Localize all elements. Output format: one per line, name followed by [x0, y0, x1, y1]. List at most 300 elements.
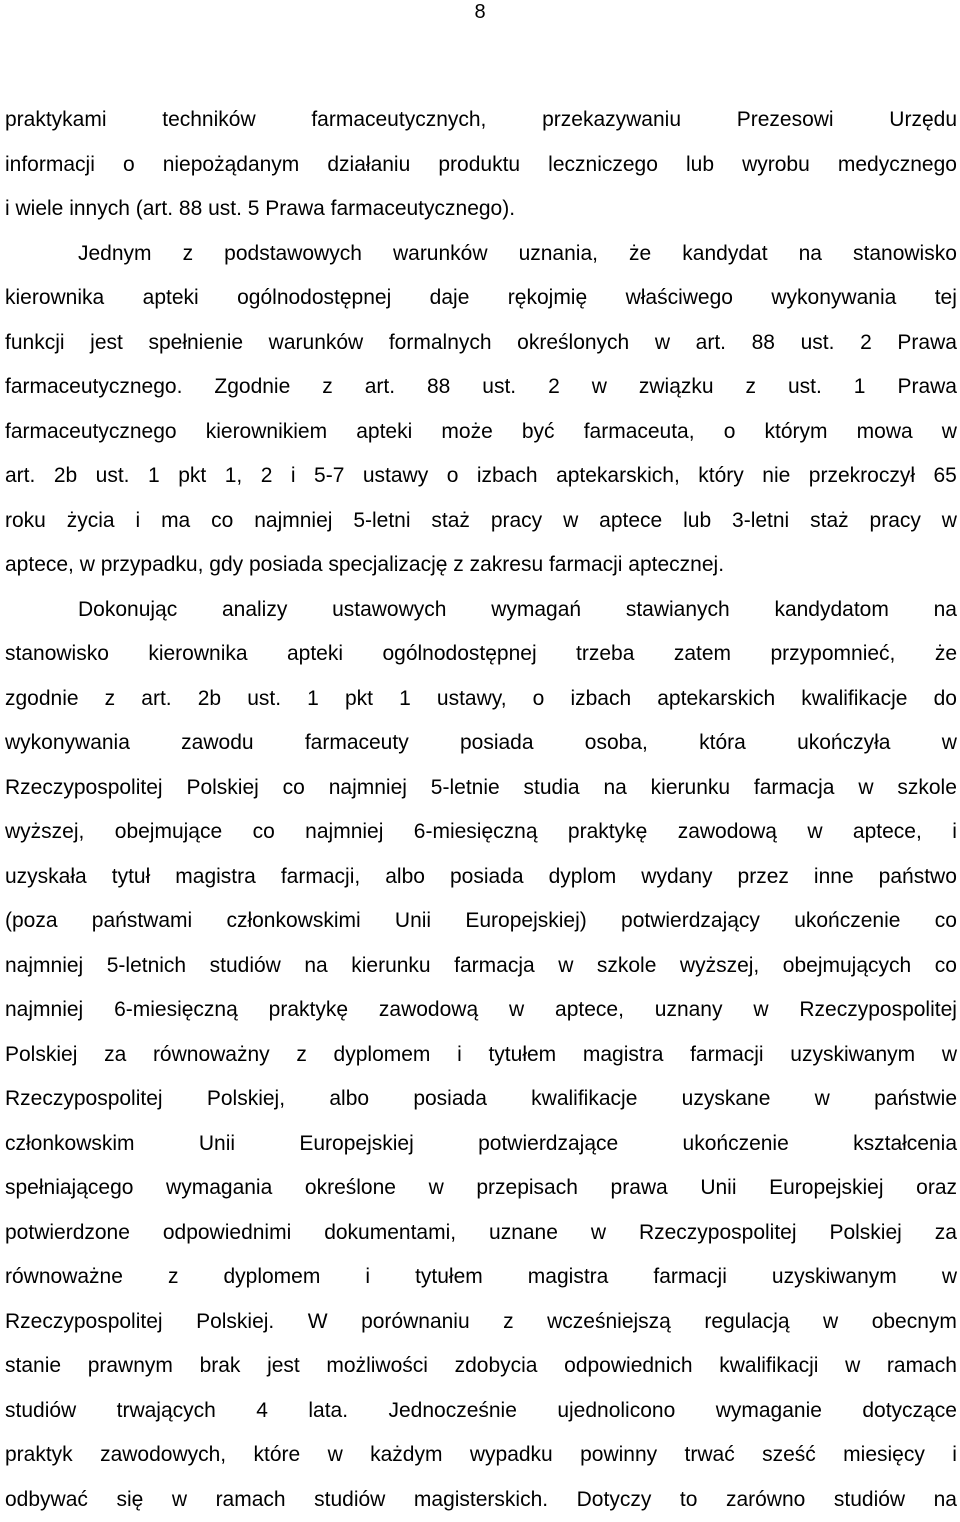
word: Dotyczy	[577, 1478, 652, 1522]
word: farmaceutycznego.	[5, 365, 182, 410]
word: Polskiej	[5, 1033, 77, 1078]
word: 1	[307, 677, 319, 722]
word: Unii	[395, 899, 431, 944]
word: izbach	[477, 454, 538, 499]
word: Urzędu	[889, 98, 957, 143]
word: farmaceutycznych,	[311, 98, 486, 143]
word: w	[942, 1033, 957, 1078]
word: staż	[431, 499, 470, 544]
word: ogólnodostępnej	[237, 276, 391, 321]
word: Unii	[700, 1166, 736, 1211]
word: 2	[548, 365, 560, 410]
word: z	[296, 1033, 307, 1078]
word: 88	[752, 321, 775, 366]
word: 1	[148, 454, 160, 499]
word: ramach	[887, 1344, 957, 1389]
word: najmniej	[254, 499, 332, 544]
word: Rzeczypospolitej	[5, 1077, 163, 1122]
word: szkole	[597, 944, 657, 989]
word: w	[942, 410, 957, 455]
word: nie	[762, 454, 790, 499]
word: ust.	[96, 454, 130, 499]
word: medycznego	[838, 143, 957, 188]
word: 4	[256, 1389, 268, 1434]
word: w	[655, 321, 670, 366]
word: to	[680, 1478, 698, 1522]
word: wyższej,	[5, 810, 84, 855]
word: Polskiej.	[196, 1300, 274, 1345]
word: praktykę	[269, 988, 348, 1033]
word: o	[724, 410, 736, 455]
word: z	[322, 365, 333, 410]
word: w	[592, 365, 607, 410]
word: określone	[305, 1166, 396, 1211]
word: oraz	[916, 1166, 957, 1211]
word: aptekarskich	[657, 677, 775, 722]
word: obejmujących	[783, 944, 911, 989]
word: ust.	[482, 365, 516, 410]
word: kwalifikacji	[719, 1344, 818, 1389]
word: do	[934, 677, 957, 722]
word: co	[283, 766, 305, 811]
word: pracy	[870, 499, 921, 544]
word: członkowskim	[5, 1122, 135, 1167]
word: sześć	[762, 1433, 816, 1478]
text-line	[5, 454, 957, 499]
word: jest	[267, 1344, 300, 1389]
word: 6-miesięczną	[414, 810, 538, 855]
word: zarówno	[726, 1478, 805, 1522]
word: równoważne	[5, 1255, 123, 1300]
word: porównaniu	[361, 1300, 470, 1345]
word: stanowisko	[5, 632, 109, 677]
word: jest	[90, 321, 123, 366]
word: farmacji	[690, 1033, 764, 1078]
word: 2b	[198, 677, 221, 722]
word: potwierdzający	[621, 899, 760, 944]
word: ustawy	[363, 454, 428, 499]
text-line	[5, 899, 957, 944]
word: członkowskimi	[226, 899, 360, 944]
word: w	[753, 988, 768, 1033]
word: uznane	[489, 1211, 558, 1256]
word: kierownikiem	[206, 410, 327, 455]
word: powinny	[580, 1433, 657, 1478]
word: ust.	[247, 677, 281, 722]
word: art.	[365, 365, 395, 410]
word: potwierdzone	[5, 1211, 130, 1256]
word: kandydatom	[774, 588, 888, 633]
text-line	[5, 1344, 957, 1389]
text-line	[5, 1166, 957, 1211]
word: odbywać	[5, 1478, 88, 1522]
word: uzyskiwanym	[772, 1255, 897, 1300]
word: lata.	[308, 1389, 348, 1434]
word: kandydat	[682, 232, 767, 277]
word: Rzeczypospolitej	[799, 988, 957, 1033]
word: Polskiej	[829, 1211, 901, 1256]
word: z	[746, 365, 757, 410]
word: tytułem	[488, 1033, 556, 1078]
word: daje	[430, 276, 470, 321]
word: albo	[329, 1077, 369, 1122]
word: o	[533, 677, 545, 722]
word: kierownika	[148, 632, 247, 677]
word: ujednolicono	[557, 1389, 675, 1434]
word: posiada	[450, 855, 524, 900]
word: określonych	[517, 321, 629, 366]
word: Dokonując	[78, 588, 177, 633]
word: Europejskiej	[769, 1166, 883, 1211]
word: kierunku	[351, 944, 430, 989]
word: trwać	[685, 1433, 735, 1478]
word: magistra	[175, 855, 256, 900]
word: ustawy,	[437, 677, 507, 722]
word: w	[558, 944, 573, 989]
word: przepisach	[476, 1166, 578, 1211]
word: najmniej	[329, 766, 407, 811]
word: w	[845, 1344, 860, 1389]
word: ust.	[801, 321, 835, 366]
text-line	[5, 677, 957, 722]
word: studiów	[5, 1389, 76, 1434]
word: (poza	[5, 899, 58, 944]
word: w	[328, 1433, 343, 1478]
word: dyplomem	[223, 1255, 320, 1300]
word: 2b	[54, 454, 77, 499]
word: farmacja	[754, 766, 835, 811]
word: farmacji	[653, 1255, 727, 1300]
word: się	[116, 1478, 143, 1522]
word: z	[168, 1255, 179, 1300]
word: kierownika	[5, 276, 104, 321]
word: W	[308, 1300, 328, 1345]
word: apteki	[143, 276, 199, 321]
word: możliwości	[326, 1344, 428, 1389]
word: farmaceuta,	[584, 410, 695, 455]
word: posiada	[413, 1077, 487, 1122]
word: pkt	[345, 677, 373, 722]
text-line	[5, 1255, 957, 1300]
text-line	[5, 1211, 957, 1256]
word: 6-miesięczną	[114, 988, 238, 1033]
text-line	[5, 1389, 957, 1434]
word: spełnienie	[148, 321, 243, 366]
word: Prezesowi	[737, 98, 834, 143]
word: o	[447, 454, 459, 499]
word: dyplom	[549, 855, 617, 900]
word: i	[952, 1433, 957, 1478]
word: w	[591, 1211, 606, 1256]
text-line	[5, 1300, 957, 1345]
word: na	[603, 766, 626, 811]
word: w	[172, 1478, 187, 1522]
word: odpowiednich	[564, 1344, 692, 1389]
word: tytuł	[112, 855, 151, 900]
word: aptekarskich,	[556, 454, 680, 499]
word: ukończenie	[683, 1122, 789, 1167]
text-line	[5, 1478, 957, 1522]
word: 88	[427, 365, 450, 410]
word: w	[509, 988, 524, 1033]
word: ustawowych	[332, 588, 446, 633]
word: Polskiej,	[207, 1077, 285, 1122]
word: dyplomem	[334, 1033, 431, 1078]
word: najmniej	[305, 810, 383, 855]
word: izbach	[570, 677, 631, 722]
word: za	[935, 1211, 957, 1256]
word: posiada	[460, 721, 534, 766]
word: mowa	[857, 410, 913, 455]
word: 65	[933, 454, 956, 499]
text-line: aptece, w przypadku, gdy posiada specjalizację z zakresu farmacji aptecznej.	[5, 543, 957, 588]
page-number: 8	[0, 0, 960, 24]
word: art.	[141, 677, 171, 722]
word: Europejskiej)	[465, 899, 586, 944]
word: co	[253, 810, 275, 855]
word: wypadku	[470, 1433, 553, 1478]
word: wyższej,	[680, 944, 759, 989]
word: ramach	[216, 1478, 286, 1522]
word: uzyskane	[682, 1077, 771, 1122]
word: które	[254, 1433, 301, 1478]
word: w	[942, 499, 957, 544]
word: trwających	[117, 1389, 216, 1434]
word: warunków	[269, 321, 364, 366]
word: aptece,	[853, 810, 922, 855]
word: magistra	[583, 1033, 664, 1078]
word: co	[935, 944, 957, 989]
text-line	[5, 721, 957, 766]
word: podstawowych	[224, 232, 362, 277]
word: Polskiej	[186, 766, 258, 811]
word: apteki	[356, 410, 412, 455]
word: Jednocześnie	[388, 1389, 516, 1434]
word: który	[698, 454, 744, 499]
word: staż	[810, 499, 849, 544]
text-line	[5, 365, 957, 410]
word: roku	[5, 499, 46, 544]
word: każdym	[370, 1433, 442, 1478]
word: o	[123, 143, 135, 188]
word: spełniającego	[5, 1166, 133, 1211]
word: praktykami	[5, 98, 107, 143]
word: rękojmię	[508, 276, 587, 321]
text-line	[5, 855, 957, 900]
word: 2	[860, 321, 872, 366]
word: uzyskiwanym	[790, 1033, 915, 1078]
word: i	[952, 810, 957, 855]
word: warunków	[393, 232, 488, 277]
word: art.	[696, 321, 726, 366]
text-line	[5, 1033, 957, 1078]
text-line	[5, 232, 957, 277]
word: w	[807, 810, 822, 855]
word: ukończyła	[797, 721, 890, 766]
word: w	[858, 766, 873, 811]
word: związku	[639, 365, 714, 410]
word: w	[563, 499, 578, 544]
word: w	[942, 1255, 957, 1300]
word: co	[935, 899, 957, 944]
word: wymagań	[491, 588, 581, 633]
text-line	[5, 1433, 957, 1478]
word: Zgodnie	[214, 365, 290, 410]
word: co	[211, 499, 233, 544]
word: farmaceuty	[305, 721, 409, 766]
word: kwalifikacje	[531, 1077, 637, 1122]
word: niepożądanym	[163, 143, 300, 188]
word: zatem	[674, 632, 731, 677]
word: zawodu	[181, 721, 253, 766]
word: aptece	[599, 499, 662, 544]
word: 2	[261, 454, 273, 499]
text-line: i wiele innych (art. 88 ust. 5 Prawa farmaceutycznego).	[5, 187, 957, 232]
text-line	[5, 766, 957, 811]
word: studiów	[314, 1478, 385, 1522]
text-line	[5, 1122, 957, 1167]
word: kształcenia	[853, 1122, 957, 1167]
word: i	[291, 454, 296, 499]
word: stawianych	[626, 588, 730, 633]
word: leczniczego	[548, 143, 658, 188]
word: aptece,	[555, 988, 624, 1033]
word: produktu	[438, 143, 520, 188]
word: zawodowych,	[100, 1433, 226, 1478]
word: państwie	[874, 1077, 957, 1122]
word: uznania,	[519, 232, 598, 277]
word: art.	[5, 454, 35, 499]
word: 5-letnie	[431, 766, 500, 811]
word: z	[183, 232, 194, 277]
word: że	[629, 232, 651, 277]
word: potwierdzające	[478, 1122, 618, 1167]
word: uzyskała	[5, 855, 87, 900]
word: dotyczące	[862, 1389, 957, 1434]
document-body	[5, 98, 957, 1522]
word: zawodową	[678, 810, 777, 855]
word: w	[942, 721, 957, 766]
text-line	[5, 810, 957, 855]
word: studia	[524, 766, 580, 811]
word: Prawa	[897, 365, 957, 410]
word: wcześniejszą	[547, 1300, 671, 1345]
word: stanowisko	[853, 232, 957, 277]
word: na	[934, 1478, 957, 1522]
word: być	[522, 410, 555, 455]
word: inne	[814, 855, 854, 900]
word: 5-letni	[353, 499, 410, 544]
word: wymagania	[166, 1166, 272, 1211]
word: i	[457, 1033, 462, 1078]
word: zdobycia	[455, 1344, 538, 1389]
word: 1,	[225, 454, 243, 499]
word: życia	[67, 499, 115, 544]
word: tytułem	[415, 1255, 483, 1300]
word: obejmujące	[115, 810, 222, 855]
word: obecnym	[872, 1300, 957, 1345]
word: wykonywania	[771, 276, 896, 321]
word: z	[105, 677, 116, 722]
word: magistra	[528, 1255, 609, 1300]
word: przez	[738, 855, 789, 900]
word: w	[823, 1300, 838, 1345]
word: przypomnieć,	[770, 632, 895, 677]
word: 3-letni	[732, 499, 789, 544]
word: równoważny	[153, 1033, 270, 1078]
word: Prawa	[897, 321, 957, 366]
word: lub	[683, 499, 711, 544]
word: dokumentami,	[324, 1211, 456, 1256]
word: zgodnie	[5, 677, 79, 722]
word: formalnych	[389, 321, 492, 366]
word: magisterskich.	[414, 1478, 548, 1522]
text-line	[5, 143, 957, 188]
word: 5-7	[314, 454, 344, 499]
word: w	[815, 1077, 830, 1122]
word: z	[503, 1300, 514, 1345]
word: uznany	[655, 988, 723, 1033]
word: Jednym	[78, 232, 152, 277]
word: albo	[385, 855, 425, 900]
word: państwami	[92, 899, 192, 944]
word: praktyk	[5, 1433, 73, 1478]
word: najmniej	[5, 944, 83, 989]
word: techników	[162, 98, 255, 143]
text-line	[5, 410, 957, 455]
word: za	[104, 1033, 126, 1078]
word: na	[799, 232, 822, 277]
word: może	[441, 410, 492, 455]
word: stanie	[5, 1344, 61, 1389]
text-line	[5, 321, 957, 366]
word: w	[429, 1166, 444, 1211]
word: szkole	[897, 766, 957, 811]
text-line	[5, 988, 957, 1033]
word: ogólnodostępnej	[382, 632, 536, 677]
text-line	[5, 944, 957, 989]
word: najmniej	[5, 988, 83, 1033]
word: przekazywaniu	[542, 98, 681, 143]
text-line	[5, 499, 957, 544]
word: studiów	[210, 944, 281, 989]
word: wykonywania	[5, 721, 130, 766]
word: i	[136, 499, 141, 544]
word: wydany	[641, 855, 712, 900]
word: przekroczył	[809, 454, 915, 499]
word: tej	[935, 276, 957, 321]
text-line	[5, 1077, 957, 1122]
word: analizy	[222, 588, 287, 633]
word: Rzeczypospolitej	[639, 1211, 797, 1256]
word: kierunku	[651, 766, 730, 811]
word: osoba,	[585, 721, 648, 766]
word: 1	[399, 677, 411, 722]
word: ukończenie	[794, 899, 900, 944]
word: studiów	[834, 1478, 905, 1522]
text-line	[5, 98, 957, 143]
word: prawnym	[88, 1344, 173, 1389]
text-line	[5, 276, 957, 321]
word: właściwego	[626, 276, 733, 321]
text-line	[5, 588, 957, 633]
word: Europejskiej	[299, 1122, 413, 1167]
word: że	[935, 632, 957, 677]
word: 5-letnich	[107, 944, 186, 989]
word: pkt	[178, 454, 206, 499]
word: trzeba	[576, 632, 634, 677]
word: na	[304, 944, 327, 989]
